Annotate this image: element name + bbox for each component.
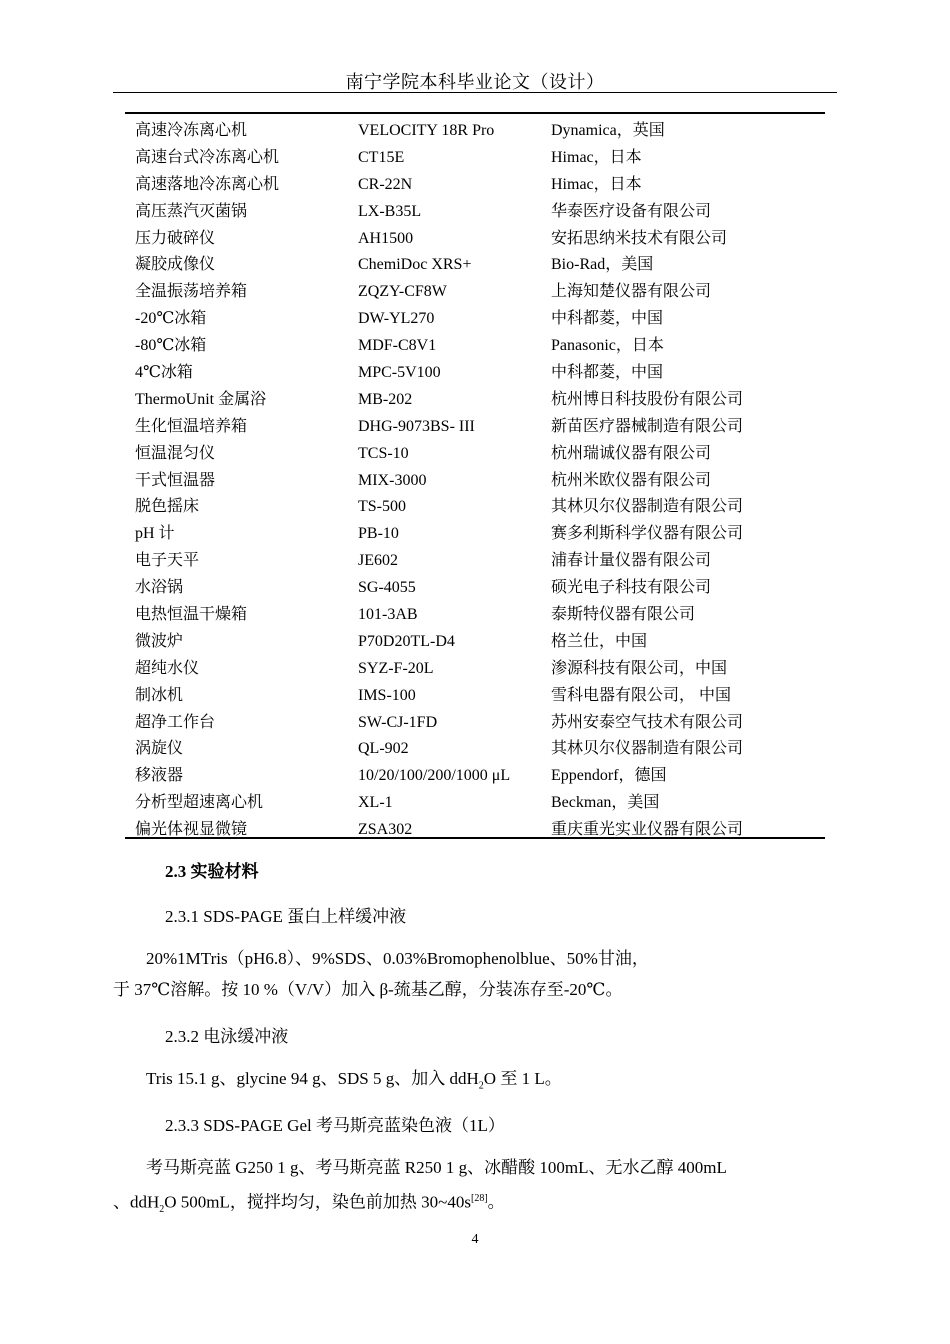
equipment-name: 水浴锅 [135,579,184,597]
equipment-name: -20℃冰箱 [135,310,207,328]
table-row [125,494,825,521]
paragraph-line [113,1183,837,1225]
equipment-maker: 雪科电器有限公司， 中国 [551,686,732,704]
equipment-model: QL-902 [358,740,409,758]
equipment-model: TCS-10 [358,444,409,462]
equipment-maker: 杭州瑞诚仪器有限公司 [551,444,712,462]
table-row [125,575,825,602]
equipment-name: -80℃冰箱 [135,337,207,355]
word: 20 [146,949,163,968]
equipment-maker: 华泰医疗设备有限公司 [551,202,712,220]
equipment-maker: 浦春计量仪器有限公司 [551,552,712,570]
paragraph-running-buffer [113,1063,837,1101]
subscript: 2 [478,1080,484,1092]
table-row [125,629,825,656]
table-row [125,656,825,683]
equipment-maker: Eppendorf，德国 [551,767,667,785]
subsection-heading-running-buffer: 2.3.2 电泳缓冲液 [165,1027,289,1046]
equipment-maker: 渗源科技有限公司，中国 [551,659,728,677]
word: Tris（pH6.8）、9 [200,949,321,968]
equipment-name: 高速冷冻离心机 [135,122,248,139]
word: Bromophenol [426,949,521,968]
equipment-maker: 苏州安泰空气技术有限公司 [551,713,744,731]
equipment-model: 10/20/100/200/1000 μL [358,767,511,785]
equipment-table [125,118,825,844]
equipment-model: IMS-100 [358,686,416,704]
equipment-model: ZSA302 [358,821,413,839]
table-row [125,521,825,548]
word: 甘油， [597,949,649,968]
table-row [125,199,825,226]
equipment-name: 制冰机 [135,686,184,704]
equipment-maker: 新苗医疗器械制造有限公司 [551,417,744,435]
equipment-name: 电热恒温干燥箱 [135,606,248,624]
equipment-model: MPC-5V100 [358,364,441,382]
equipment-maker: Himac，日本 [551,148,642,166]
text-run: O 500mL，搅拌均匀，染色前加热 30~40s [164,1192,471,1212]
equipment-model: VELOCITY 18R Pro [358,122,495,139]
table-row [125,226,825,253]
equipment-maker: 泰斯特仪器有限公司 [551,606,696,624]
table-row [125,790,825,817]
equipment-maker: 其林贝尔仪器制造有限公司 [551,740,744,758]
table-row [125,602,825,629]
equipment-name: 微波炉 [135,632,184,650]
equipment-maker: 中科都菱，中国 [551,310,664,328]
equipment-model: SW-CJ-1FD [358,713,438,731]
word: % [320,949,335,968]
equipment-name: 移液器 [135,767,184,785]
equipment-maker: 杭州米欧仪器有限公司 [551,471,712,489]
equipment-model: SG-4055 [358,579,416,597]
equipment-maker: 格兰仕，中国 [551,632,648,650]
equipment-name: 压力破碎仪 [135,229,216,247]
equipment-name: 干式恒温器 [135,471,216,489]
table-row [125,145,825,172]
word: % [412,949,427,968]
table-row [125,683,825,710]
paragraph-sample-buffer [113,943,837,1005]
table-row [125,387,825,414]
text-run: O 至 1 L。 [483,1069,562,1088]
equipment-model: DHG-9073BS- III [358,417,475,435]
equipment-name: 脱色摇床 [135,498,200,516]
equipment-maker: 硕光电子科技有限公司 [551,579,712,597]
table-row [125,468,825,495]
equipment-model: PB-10 [358,525,399,543]
equipment-name: 全温振荡培养箱 [135,283,248,301]
page-header-title: 南宁学院本科毕业论文（设计） [345,72,605,92]
table-row [125,736,825,763]
equipment-model: MDF-C8V1 [358,337,437,355]
word: 1 [177,949,186,968]
table-row [125,414,825,441]
paragraph-line [113,1063,837,1101]
table-row [125,817,825,844]
equipment-name: 恒温混匀仪 [135,444,216,462]
word: % [163,949,178,968]
table-row [125,548,825,575]
table-row [125,306,825,333]
equipment-maker: 杭州博日科技股份有限公司 [551,390,744,408]
table-row [125,710,825,737]
equipment-maker: 安拓思纳米技术有限公司 [551,229,728,247]
equipment-name: 4℃冰箱 [135,364,193,382]
text-run: Tris 15.1 g、glycine 94 g、SDS 5 g、加入 ddH [146,1069,479,1088]
table-row [125,763,825,790]
subsection-heading-coomassie-stain: 2.3.3 SDS-PAGE Gel 考马斯亮蓝染色液（1L） [165,1116,505,1135]
equipment-maker: Dynamica，英国 [551,122,665,139]
equipment-name: 高速台式冷冻离心机 [135,148,280,166]
table-bottom-rule [125,837,825,839]
paragraph-line: 于 37℃溶解。按 10 %（V/V）加入 β-巯基乙醇，分装冻存至-20℃。 [113,980,623,999]
equipment-model: LX-B35L [358,202,422,220]
equipment-model: JE602 [358,552,398,570]
table-row [125,118,825,145]
table-row [125,441,825,468]
subscript: 2 [159,1204,165,1216]
equipment-name: 生化恒温培养箱 [135,417,248,435]
table-row [125,333,825,360]
header-rule [113,92,837,93]
text-run: 、ddH [113,1192,160,1212]
text-run: 。 [487,1192,505,1212]
equipment-model: CT15E [358,148,405,166]
subsection-heading-sample-buffer: 2.3.1 SDS-PAGE 蛋白上样缓冲液 [165,907,407,926]
equipment-model: 101-3AB [358,606,418,624]
equipment-name: 分析型超速离心机 [135,794,264,812]
equipment-name: 高速落地冷冻离心机 [135,175,280,193]
table-row [125,360,825,387]
equipment-maker: 赛多利斯科学仪器有限公司 [551,525,744,543]
paragraph-line [113,943,837,974]
equipment-name: 偏光体视显微镜 [135,821,248,839]
word: SDS、0.03 [334,949,413,968]
equipment-model: ZQZY-CF8W [358,283,447,301]
word: M [185,949,201,968]
equipment-model: AH1500 [358,229,414,247]
equipment-maker: Bio-Rad，美国 [551,256,654,274]
equipment-name: 超纯水仪 [135,659,200,677]
equipment-model: DW-YL270 [358,310,435,328]
table-row [125,172,825,199]
equipment-maker: Himac，日本 [551,175,642,193]
table-row [125,252,825,279]
table-row [125,279,825,306]
equipment-model: SYZ-F-20L [358,659,434,677]
equipment-name: 高压蒸汽灭菌锅 [135,202,248,220]
equipment-model: P70D20TL-D4 [358,632,455,650]
paragraph-line: 考马斯亮蓝 G250 1 g、考马斯亮蓝 R250 1 g、冰醋酸 100mL、无水乙醇 400mL [146,1158,727,1177]
equipment-name: 电子天平 [135,552,200,570]
equipment-name: ThermoUnit 金属浴 [135,390,267,408]
equipment-model: TS-500 [358,498,406,516]
equipment-model: CR-22N [358,175,413,193]
paragraph-coomassie-stain [113,1152,837,1225]
equipment-maker: Beckman，美国 [551,794,660,812]
citation: [28] [470,1193,488,1204]
equipment-name: 超净工作台 [135,713,216,731]
table-top-rule [125,112,825,114]
equipment-model: MB-202 [358,390,413,408]
equipment-name: pH 计 [135,525,175,543]
equipment-name: 凝胶成像仪 [135,256,216,274]
section-heading: 2.3 实验材料 [165,862,259,881]
equipment-maker: 中科都菱，中国 [551,364,664,382]
equipment-maker: 上海知楚仪器有限公司 [551,283,712,301]
equipment-model: XL-1 [358,794,393,812]
equipment-maker: Panasonic，日本 [551,337,664,355]
word: blue、50% [520,949,598,968]
equipment-model: MIX-3000 [358,471,427,489]
equipment-model: ChemiDoc XRS+ [358,256,472,274]
equipment-name: 涡旋仪 [135,740,184,758]
equipment-maker: 重庆重光实业仪器有限公司 [551,821,744,839]
equipment-maker: 其林贝尔仪器制造有限公司 [551,498,744,516]
page-number: 4 [471,1232,479,1247]
